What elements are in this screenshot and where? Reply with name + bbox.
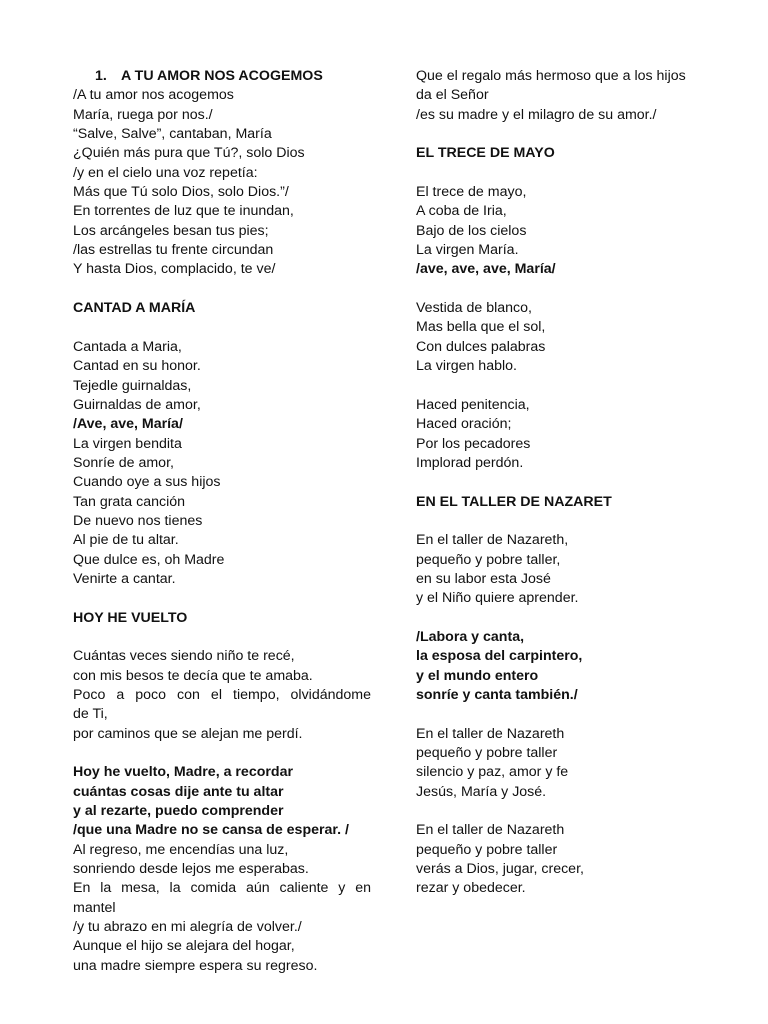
lyric-line: rezar y obedecer. — [416, 880, 526, 897]
lyric-line: /y en el cielo una voz repetía: — [73, 164, 258, 181]
lyric-line: Tan grata canción — [73, 493, 185, 510]
lyric-line: una madre siempre espera su regreso. — [73, 957, 318, 974]
lyric-line: Jesús, María y José. — [416, 783, 547, 800]
lyric-line: pequeño y pobre taller — [416, 841, 558, 858]
lyric-line: Cantada a Maria, — [73, 338, 182, 355]
lyric-line: en su labor esta José — [416, 570, 551, 587]
lyric-line: silencio y paz, amor y fe — [416, 764, 569, 781]
lyric-line: Mas bella que el sol, — [416, 319, 546, 336]
chorus-line: Hoy he vuelto, Madre, a recordar — [73, 764, 293, 781]
song-title-hoy-he-vuelto: HOY HE VUELTO — [73, 609, 188, 626]
lyric-line: Tejedle guirnaldas, — [73, 377, 192, 394]
lyric-line: sonriendo desde lejos me esperabas. — [73, 861, 309, 878]
lyric-line: y el Niño quiere aprender. — [416, 590, 579, 607]
lyric-line: da el Señor — [416, 87, 489, 104]
lyric-line: Vestida de blanco, — [416, 300, 532, 317]
lyric-line: En el taller de Nazareth — [416, 725, 565, 742]
song-title-el-trece-de-mayo: EL TRECE DE MAYO — [416, 145, 555, 162]
lyric-line: Por los pecadores — [416, 435, 531, 452]
lyric-line: Haced penitencia, — [416, 396, 530, 413]
lyric-line: Y hasta Dios, complacido, te ve/ — [73, 261, 276, 278]
lyric-line: Cantad en su honor. — [73, 358, 201, 375]
song-number: 1. — [95, 68, 107, 84]
lyric-line: El trece de mayo, — [416, 184, 527, 201]
lyric-line: Haced oración; — [416, 416, 512, 433]
lyric-line: La virgen hablo. — [416, 358, 517, 375]
lyric-line: Más que Tú solo Dios, solo Dios.”/ — [73, 184, 289, 201]
lyric-line: verás a Dios, jugar, crecer, — [416, 861, 584, 878]
lyric-line: Con dulces palabras — [416, 338, 546, 355]
lyric-line: Venirte a cantar. — [73, 570, 176, 587]
song-title-a-tu-amor: 1. A TU AMOR NOS ACOGEMOS — [73, 67, 371, 86]
lyric-line: Al regreso, me encendías una luz, — [73, 841, 289, 858]
lyric-line: La virgen bendita — [73, 435, 182, 452]
lyric-line: /las estrellas tu frente circundan — [73, 242, 274, 259]
lyric-line: /es su madre y el milagro de su amor./ — [416, 106, 657, 123]
lyric-line: En torrentes de luz que te inundan, — [73, 203, 294, 220]
lyric-line: En el taller de Nazareth, — [416, 532, 569, 549]
lyric-line: Que dulce es, oh Madre — [73, 551, 225, 568]
left-column — [73, 67, 371, 976]
refrain-line: /ave, ave, ave, María/ — [416, 261, 556, 278]
lyric-line: La virgen María. — [416, 242, 519, 259]
lyric-line: Bajo de los cielos — [416, 222, 527, 239]
lyric-line: Guirnaldas de amor, — [73, 396, 201, 413]
lyric-line: En el taller de Nazareth — [416, 822, 565, 839]
lyric-line: Los arcángeles besan tus pies; — [73, 222, 269, 239]
lyric-line: pequeño y pobre taller, — [416, 551, 561, 568]
chorus-line: /que una Madre no se cansa de esperar. / — [73, 822, 349, 839]
song-title-en-el-taller: EN EL TALLER DE NAZARET — [416, 493, 612, 510]
lyric-line: Cuando oye a sus hijos — [73, 474, 221, 491]
chorus-line: sonríe y canta también./ — [416, 687, 578, 703]
lyric-line: Cuántas veces siendo niño te recé, — [73, 648, 295, 665]
song-title-cantad-a-maria: CANTAD A MARÍA — [73, 300, 196, 317]
chorus-line: la esposa del carpintero, — [416, 648, 583, 665]
lyric-line: A coba de Iria, — [416, 203, 507, 220]
lyric-line: Al pie de tu altar. — [73, 532, 179, 549]
lyric-line: de Ti, — [73, 706, 108, 723]
lyric-line: ¿Quién más pura que Tú?, solo Dios — [73, 145, 305, 162]
lyric-line: “Salve, Salve”, cantaban, María — [73, 126, 272, 143]
lyric-line: Implorad perdón. — [416, 454, 524, 471]
refrain-line: /Ave, ave, María/ — [73, 416, 183, 433]
lyric-line: María, ruega por nos./ — [73, 106, 213, 123]
lyric-line: pequeño y pobre taller — [416, 745, 558, 762]
chorus-line: cuántas cosas dije ante tu altar — [73, 783, 284, 800]
lyric-line: por caminos que se alejan me perdí. — [73, 725, 303, 742]
lyric-line: mantel — [73, 899, 116, 916]
lyric-line: con mis besos te decía que te amaba. — [73, 667, 313, 684]
lyric-line: Poco a poco con el tiempo, olvidándome — [73, 687, 371, 703]
chorus-line: y el mundo entero — [416, 667, 539, 684]
lyric-line: En la mesa, la comida aún caliente y en — [73, 880, 371, 897]
chorus-line: y al rezarte, puedo comprender — [73, 803, 284, 820]
lyric-line: Que el regalo más hermoso que a los hijos — [416, 68, 686, 84]
lyric-line: De nuevo nos tienes — [73, 512, 203, 529]
chorus-line: /Labora y canta, — [416, 628, 525, 645]
lyric-line: Aunque el hijo se alejara del hogar, — [73, 938, 295, 955]
right-column — [416, 67, 738, 899]
lyric-line: /A tu amor nos acogemos — [73, 87, 234, 104]
lyric-line: Sonríe de amor, — [73, 454, 174, 471]
lyric-line: /y tu abrazo en mi alegría de volver./ — [73, 919, 302, 936]
